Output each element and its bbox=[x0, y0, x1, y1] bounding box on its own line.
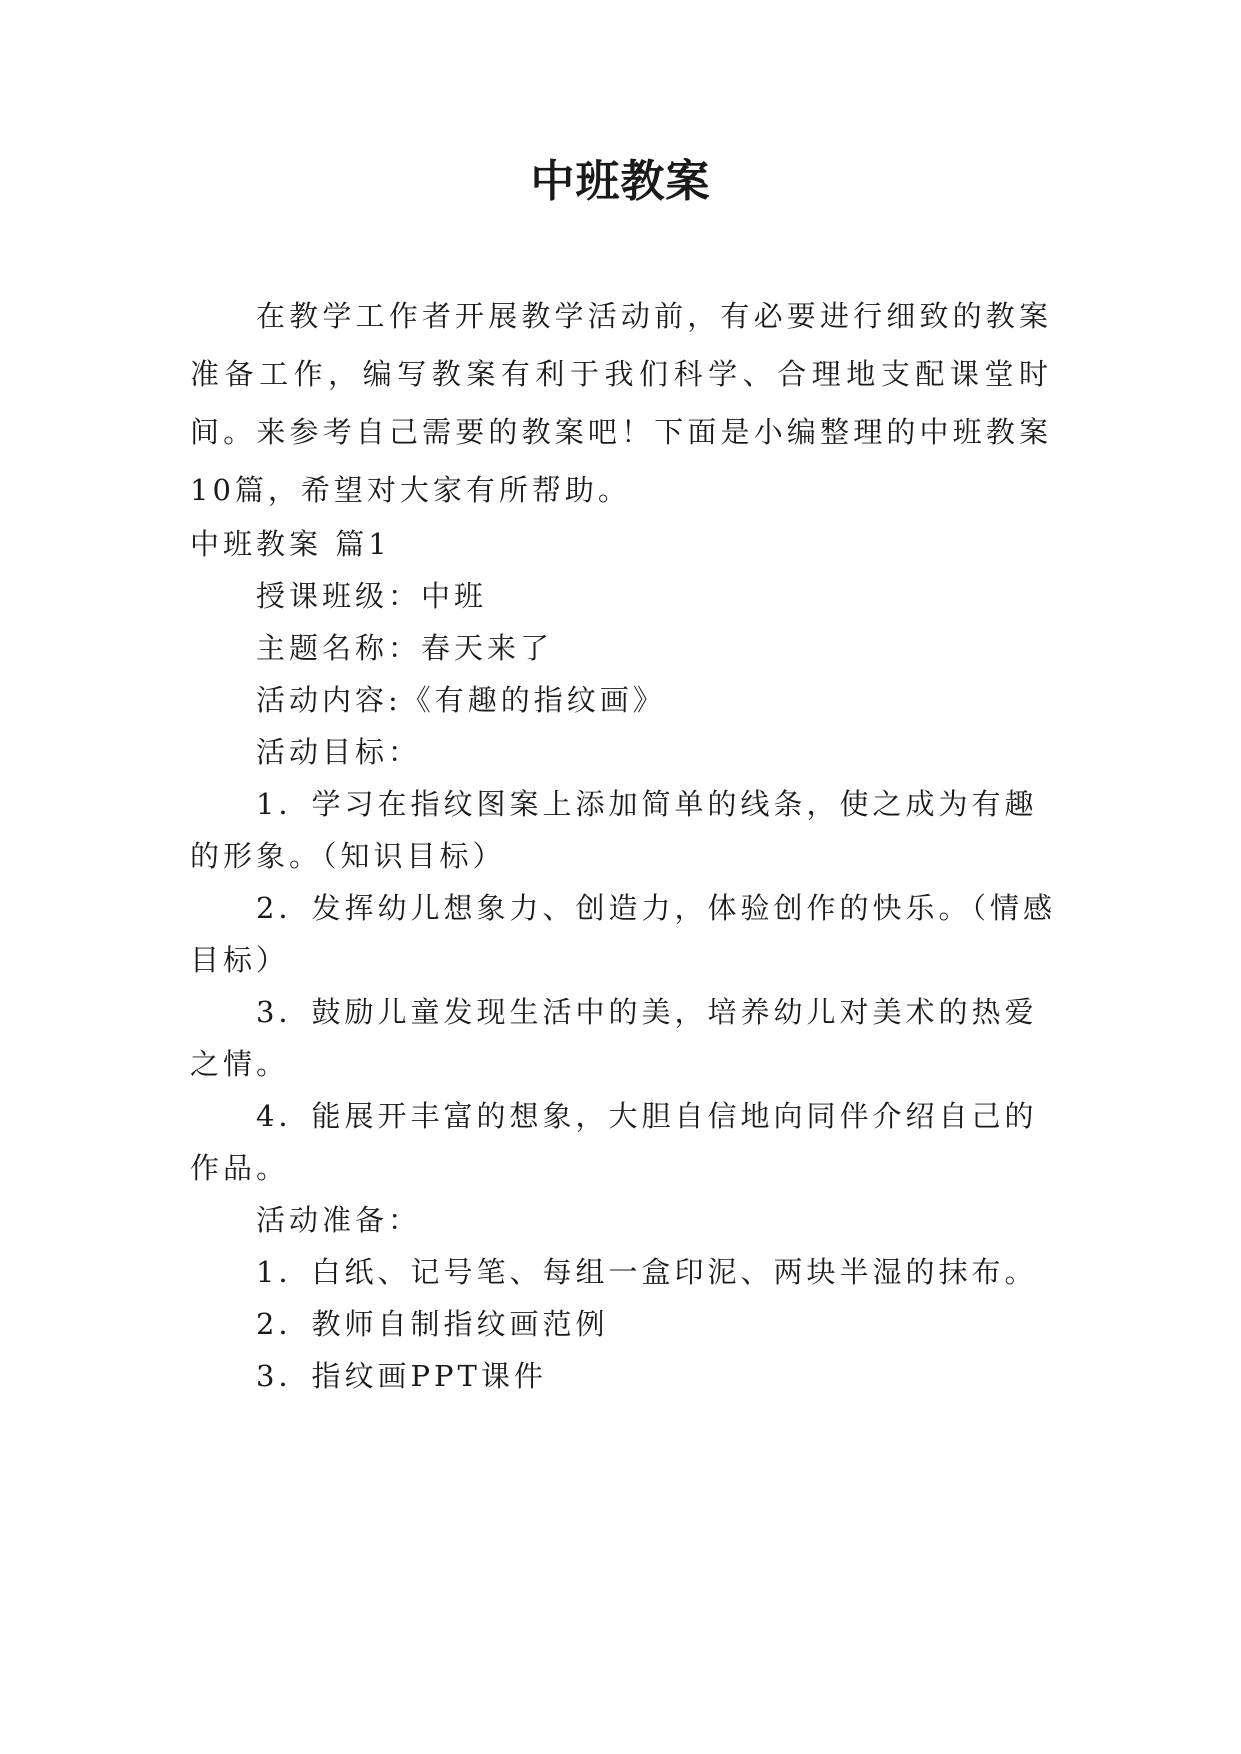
goals-heading: 活动目标： bbox=[256, 735, 422, 769]
content-line: 活动内容:《有趣的指纹画》 bbox=[256, 683, 666, 717]
theme-line: 主题名称：春天来了 bbox=[256, 631, 554, 665]
prep-item-1: 1．白纸、记号笔、每组一盒印泥、两块半湿的抹布。 bbox=[256, 1255, 1038, 1289]
prep-item-2: 2．教师自制指纹画范例 bbox=[256, 1307, 609, 1341]
prep-heading: 活动准备： bbox=[256, 1203, 422, 1237]
intro-paragraph: 在教学工作者开展教学活动前，有必要进行细致的教案准备工作，编写教案有利于我们科学、合理地支配课堂时间。来参考自己需要的教案吧！下面是小编整理的中班教案10篇，希望对大家有所帮助。 bbox=[190, 299, 1052, 507]
goal-1-line-1: 1．学习在指纹图案上添加简单的线条，使之成为有趣 bbox=[256, 787, 1038, 821]
goal-3-line-1: 3．鼓励儿童发现生活中的美，培养幼儿对美术的热爱 bbox=[256, 995, 1038, 1029]
goal-4-line-2: 作品。 bbox=[190, 1151, 290, 1185]
goal-2-line-1: 2．发挥幼儿想象力、创造力，体验创作的快乐。（情感 bbox=[256, 891, 1056, 925]
class-line: 授课班级：中班 bbox=[256, 579, 488, 613]
goal-1-line-2: 的形象。（知识目标） bbox=[190, 839, 506, 873]
section-heading: 中班教案 篇1 bbox=[190, 527, 391, 561]
goal-2-line-2: 目标） bbox=[190, 943, 290, 977]
goal-4-line-1: 4．能展开丰富的想象，大胆自信地向同伴介绍自己的 bbox=[256, 1099, 1038, 1133]
goal-3-line-2: 之情。 bbox=[190, 1047, 290, 1081]
document-title: 中班教案 bbox=[530, 156, 711, 207]
prep-item-3: 3．指纹画PPT课件 bbox=[256, 1359, 547, 1393]
